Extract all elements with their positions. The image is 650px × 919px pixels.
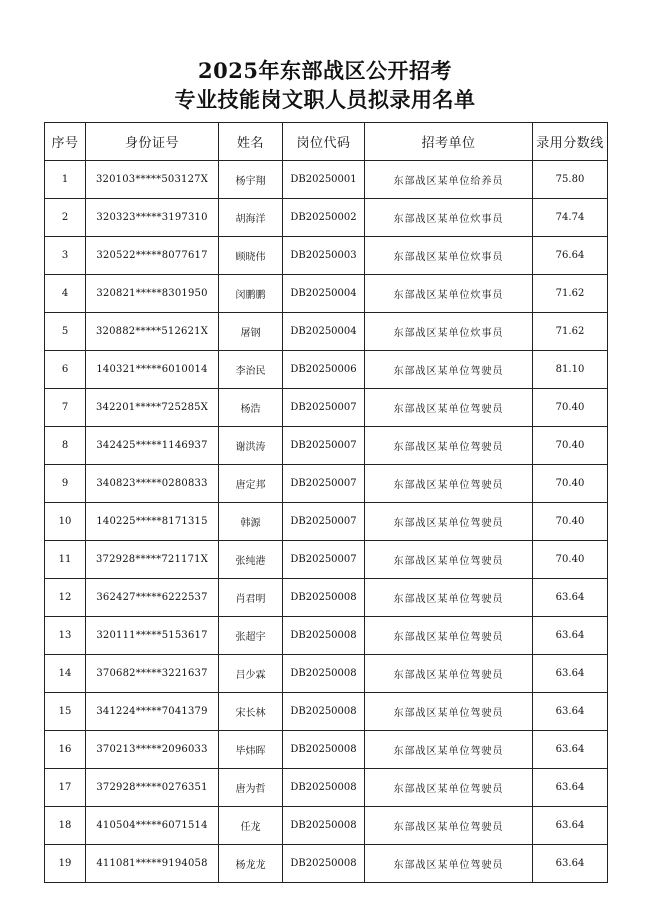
- unit-cell: 东部战区某单位驾驶员: [365, 693, 533, 731]
- table-row: [45, 465, 608, 503]
- table-row: [45, 389, 608, 427]
- score-cell: 63.64: [533, 655, 608, 693]
- unit-cell: 东部战区某单位炊事员: [365, 199, 533, 237]
- id-cell: 320882*****512621X: [86, 313, 219, 351]
- score-cell: 70.40: [533, 427, 608, 465]
- id-cell: 372928*****0276351: [86, 769, 219, 807]
- code-cell: DB20250003: [283, 237, 365, 275]
- unit-cell: 东部战区某单位驾驶员: [365, 731, 533, 769]
- id-cell: 342425*****1146937: [86, 427, 219, 465]
- id-cell: 320821*****8301950: [86, 275, 219, 313]
- column-header-score: 录用分数线: [533, 123, 608, 161]
- table-row: [45, 845, 608, 883]
- name-cell: 杨龙龙: [219, 845, 283, 883]
- name-cell: 肖君明: [219, 579, 283, 617]
- name-cell: 任龙: [219, 807, 283, 845]
- seq-cell: 18: [45, 807, 86, 845]
- unit-cell: 东部战区某单位驾驶员: [365, 427, 533, 465]
- score-cell: 63.64: [533, 845, 608, 883]
- score-cell: 70.40: [533, 503, 608, 541]
- code-cell: DB20250008: [283, 655, 365, 693]
- id-cell: 140321*****6010014: [86, 351, 219, 389]
- score-cell: 71.62: [533, 275, 608, 313]
- seq-cell: 1: [45, 161, 86, 199]
- code-cell: DB20250007: [283, 465, 365, 503]
- unit-cell: 东部战区某单位驾驶员: [365, 389, 533, 427]
- seq-cell: 5: [45, 313, 86, 351]
- title-line-2: 专业技能岗文职人员拟录用名单: [174, 87, 476, 112]
- code-cell: DB20250007: [283, 541, 365, 579]
- table-row: [45, 579, 608, 617]
- column-header-seq: 序号: [45, 123, 86, 161]
- code-cell: DB20250007: [283, 503, 365, 541]
- unit-cell: 东部战区某单位驾驶员: [365, 655, 533, 693]
- seq-cell: 17: [45, 769, 86, 807]
- title-line-1: 2025年东部战区公开招考: [198, 58, 452, 83]
- unit-cell: 东部战区某单位驾驶员: [365, 541, 533, 579]
- table-row: [45, 427, 608, 465]
- code-cell: DB20250004: [283, 313, 365, 351]
- document-title: [0, 56, 650, 114]
- id-cell: 320323*****3197310: [86, 199, 219, 237]
- seq-cell: 19: [45, 845, 86, 883]
- id-cell: 370213*****2096033: [86, 731, 219, 769]
- table-row: [45, 275, 608, 313]
- score-cell: 63.64: [533, 807, 608, 845]
- name-cell: 吕少霖: [219, 655, 283, 693]
- score-cell: 63.64: [533, 617, 608, 655]
- code-cell: DB20250006: [283, 351, 365, 389]
- name-cell: 顾晓伟: [219, 237, 283, 275]
- seq-cell: 4: [45, 275, 86, 313]
- table-row: [45, 769, 608, 807]
- table-row: [45, 617, 608, 655]
- name-cell: 唐为哲: [219, 769, 283, 807]
- header-row: [45, 123, 608, 161]
- seq-cell: 10: [45, 503, 86, 541]
- code-cell: DB20250008: [283, 731, 365, 769]
- score-cell: 81.10: [533, 351, 608, 389]
- unit-cell: 东部战区某单位驾驶员: [365, 617, 533, 655]
- table-body: [45, 161, 608, 883]
- code-cell: DB20250008: [283, 579, 365, 617]
- name-cell: 屠钢: [219, 313, 283, 351]
- unit-cell: 东部战区某单位给养员: [365, 161, 533, 199]
- id-cell: 320111*****5153617: [86, 617, 219, 655]
- id-cell: 411081*****9194058: [86, 845, 219, 883]
- id-cell: 140225*****8171315: [86, 503, 219, 541]
- unit-cell: 东部战区某单位驾驶员: [365, 845, 533, 883]
- id-cell: 370682*****3221637: [86, 655, 219, 693]
- id-cell: 341224*****7041379: [86, 693, 219, 731]
- id-cell: 320522*****8077617: [86, 237, 219, 275]
- code-cell: DB20250008: [283, 845, 365, 883]
- score-cell: 74.74: [533, 199, 608, 237]
- unit-cell: 东部战区某单位驾驶员: [365, 503, 533, 541]
- unit-cell: 东部战区某单位驾驶员: [365, 351, 533, 389]
- table-row: [45, 541, 608, 579]
- score-cell: 63.64: [533, 579, 608, 617]
- seq-cell: 2: [45, 199, 86, 237]
- score-cell: 71.62: [533, 313, 608, 351]
- unit-cell: 东部战区某单位炊事员: [365, 237, 533, 275]
- table-row: [45, 503, 608, 541]
- seq-cell: 11: [45, 541, 86, 579]
- name-cell: 胡海洋: [219, 199, 283, 237]
- seq-cell: 12: [45, 579, 86, 617]
- seq-cell: 7: [45, 389, 86, 427]
- score-cell: 76.64: [533, 237, 608, 275]
- code-cell: DB20250002: [283, 199, 365, 237]
- name-cell: 韩源: [219, 503, 283, 541]
- name-cell: 谢洪涛: [219, 427, 283, 465]
- name-cell: 杨浩: [219, 389, 283, 427]
- name-cell: 张超宇: [219, 617, 283, 655]
- id-cell: 362427*****6222537: [86, 579, 219, 617]
- table-row: [45, 313, 608, 351]
- code-cell: DB20250001: [283, 161, 365, 199]
- name-cell: 唐定邦: [219, 465, 283, 503]
- code-cell: DB20250007: [283, 389, 365, 427]
- id-cell: 410504*****6071514: [86, 807, 219, 845]
- unit-cell: 东部战区某单位驾驶员: [365, 769, 533, 807]
- id-cell: 372928*****721171X: [86, 541, 219, 579]
- score-cell: 63.64: [533, 731, 608, 769]
- name-cell: 杨宇翔: [219, 161, 283, 199]
- table-row: [45, 161, 608, 199]
- table-row: [45, 199, 608, 237]
- score-cell: 70.40: [533, 465, 608, 503]
- admission-roster-table: [44, 122, 608, 883]
- column-header-name: 姓名: [219, 123, 283, 161]
- unit-cell: 东部战区某单位炊事员: [365, 275, 533, 313]
- score-cell: 70.40: [533, 541, 608, 579]
- code-cell: DB20250004: [283, 275, 365, 313]
- column-header-code: 岗位代码: [283, 123, 365, 161]
- score-cell: 75.80: [533, 161, 608, 199]
- code-cell: DB20250007: [283, 427, 365, 465]
- id-cell: 320103*****503127X: [86, 161, 219, 199]
- seq-cell: 8: [45, 427, 86, 465]
- unit-cell: 东部战区某单位炊事员: [365, 313, 533, 351]
- column-header-unit: 招考单位: [365, 123, 533, 161]
- table-row: [45, 655, 608, 693]
- seq-cell: 13: [45, 617, 86, 655]
- table-row: [45, 351, 608, 389]
- seq-cell: 15: [45, 693, 86, 731]
- seq-cell: 14: [45, 655, 86, 693]
- table-row: [45, 693, 608, 731]
- name-cell: 张纯港: [219, 541, 283, 579]
- id-cell: 342201*****725285X: [86, 389, 219, 427]
- code-cell: DB20250008: [283, 769, 365, 807]
- code-cell: DB20250008: [283, 693, 365, 731]
- unit-cell: 东部战区某单位驾驶员: [365, 807, 533, 845]
- score-cell: 70.40: [533, 389, 608, 427]
- seq-cell: 16: [45, 731, 86, 769]
- code-cell: DB20250008: [283, 807, 365, 845]
- code-cell: DB20250008: [283, 617, 365, 655]
- unit-cell: 东部战区某单位驾驶员: [365, 465, 533, 503]
- table-row: [45, 731, 608, 769]
- unit-cell: 东部战区某单位驾驶员: [365, 579, 533, 617]
- score-cell: 63.64: [533, 769, 608, 807]
- table-header: [45, 123, 608, 161]
- seq-cell: 9: [45, 465, 86, 503]
- name-cell: 李治民: [219, 351, 283, 389]
- score-cell: 63.64: [533, 693, 608, 731]
- name-cell: 闵鹏鹏: [219, 275, 283, 313]
- seq-cell: 3: [45, 237, 86, 275]
- table-row: [45, 807, 608, 845]
- name-cell: 宋长林: [219, 693, 283, 731]
- table-row: [45, 237, 608, 275]
- column-header-id: 身份证号: [86, 123, 219, 161]
- id-cell: 340823*****0280833: [86, 465, 219, 503]
- seq-cell: 6: [45, 351, 86, 389]
- name-cell: 毕炜晖: [219, 731, 283, 769]
